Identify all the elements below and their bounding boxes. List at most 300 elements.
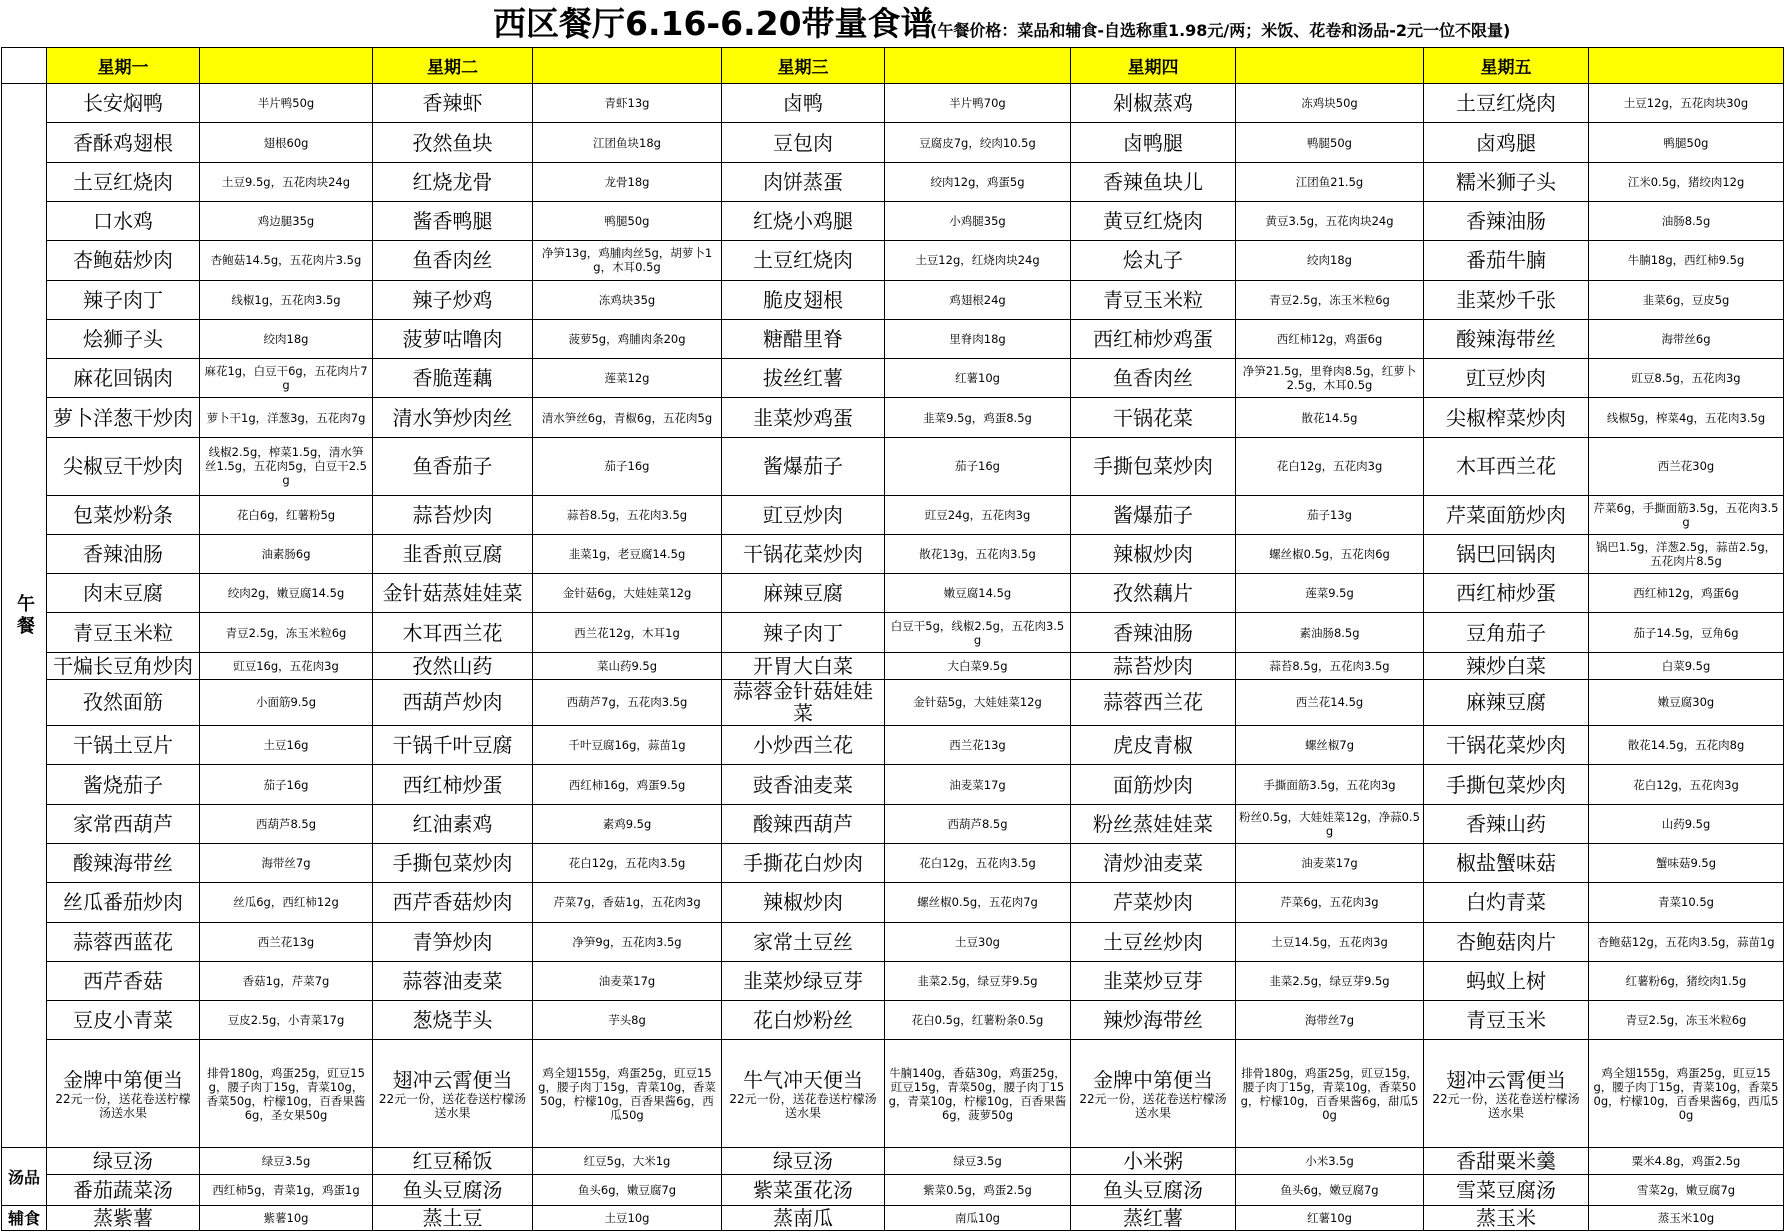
dish-ingredients: 青豆2.5g，冻玉米粒6g [200,613,373,652]
dish-ingredients: 龙骨18g [533,162,722,201]
dish-name: 尖椒榨菜炒肉 [1424,398,1589,437]
dish-name: 干锅花菜炒肉 [722,534,885,573]
dish-name: 豆皮小青菜 [47,1001,200,1040]
dish-name: 孜然山药 [373,652,533,679]
dish-ingredients: 半片鸭70g [885,84,1071,123]
dish-name: 萝卜洋葱干炒肉 [47,398,200,437]
dish-ingredients: 芹菜7g，香菇1g，五花肉3g [533,883,722,922]
dish-name: 糯米狮子头 [1424,162,1589,201]
dish-ingredients: 西红柿16g，鸡蛋9.5g [533,765,722,804]
menu-row [2,844,1784,883]
dish-ingredients: 黄豆3.5g，五花肉块24g [1236,202,1424,241]
dish-name: 蒸紫薯 [47,1205,200,1230]
dish-ingredients: 嫩豆腐14.5g [885,574,1071,613]
dish-ingredients: 净笋9g，五花肉3.5g [533,922,722,961]
dish-name: 西葫芦炒肉 [373,679,533,726]
dish-name: 绿豆汤 [722,1147,885,1174]
menu-row [2,319,1784,358]
dish-name: 辣子炒鸡 [373,280,533,319]
dish-ingredients: 西红柿5g，青菜1g，鸡蛋1g [200,1174,373,1205]
dish-name: 孜然藕片 [1071,574,1236,613]
dish-ingredients: 鱼头6g，嫩豆腐7g [1236,1174,1424,1205]
menu-row [2,437,1784,495]
dish-ingredients: 散花14.5g，五花肉8g [1589,726,1784,765]
dish-name: 丝瓜番茄炒肉 [47,883,200,922]
dish-name: 酱爆茄子 [722,437,885,495]
dish-ingredients: 韭菜6g，豆皮5g [1589,280,1784,319]
menu-row [2,679,1784,726]
dish-name: 肉末豆腐 [47,574,200,613]
dish-ingredients: 菠萝5g，鸡脯肉条20g [533,319,722,358]
bento-ingredients: 鸡全翅155g，鸡蛋25g，豇豆15g，腰子肉丁15g，青菜10g，香菜50g，柠檬10g，百香果酱6g，西瓜50g [1589,1040,1784,1148]
dish-name: 鱼香肉丝 [1071,359,1236,398]
bento-name: 金牌中第便当 [63,1067,183,1092]
dish-ingredients: 茄子13g [1236,495,1424,534]
dish-ingredients: 雪菜2g，嫩豆腐7g [1589,1174,1784,1205]
dish-ingredients: 金针菇6g，大娃娃菜12g [533,574,722,613]
dish-name: 小炒西兰花 [722,726,885,765]
dish-ingredients: 手撕面筋3.5g，五花肉3g [1236,765,1424,804]
bento-cell [47,1040,200,1148]
dish-name: 鱼头豆腐汤 [1071,1174,1236,1205]
dish-ingredients: 萝卜干1g，洋葱3g，五花肉7g [200,398,373,437]
dish-ingredients: 西葫芦7g，五花肉3.5g [533,679,722,726]
dish-name: 蒸土豆 [373,1205,533,1230]
dish-name: 麻辣豆腐 [1424,679,1589,726]
dish-name: 西芹香菇炒肉 [373,883,533,922]
dish-name: 菠萝咕噜肉 [373,319,533,358]
dish-ingredients: 西兰花12g，木耳1g [533,613,722,652]
dish-name: 鱼头豆腐汤 [373,1174,533,1205]
dish-name: 干锅花菜 [1071,398,1236,437]
dish-ingredients: 西兰花13g [885,726,1071,765]
dish-name: 蒸红薯 [1071,1205,1236,1230]
dish-ingredients: 芋头8g [533,1001,722,1040]
dish-name: 糖醋里脊 [722,319,885,358]
dish-name: 韭菜炒绿豆芽 [722,961,885,1000]
dish-ingredients: 紫薯10g [200,1205,373,1230]
dish-ingredients: 绞肉18g [200,319,373,358]
dish-ingredients: 土豆12g，五花肉块30g [1589,84,1784,123]
dish-name: 香辣虾 [373,84,533,123]
dish-ingredients: 杏鲍菇12g，五花肉3.5g，蒜苗1g [1589,922,1784,961]
bento-ingredients: 牛腩140g，香菇30g，鸡蛋25g，豇豆15g，青菜50g，腰子肉丁15g，青菜10g，柠檬10g，百香果酱6g，菠萝50g [885,1040,1071,1148]
dish-ingredients: 绞肉2g，嫩豆腐14.5g [200,574,373,613]
dish-ingredients: 鱼头6g，嫩豆腐7g [533,1174,722,1205]
dish-name: 韭菜炒鸡蛋 [722,398,885,437]
title-row [0,0,1785,48]
day-header: 星期五 [1424,48,1589,84]
day-header: 星期四 [1071,48,1236,84]
dish-ingredients: 茄子16g [200,765,373,804]
dish-ingredients: 青豆2.5g，冻玉米粒6g [1236,280,1424,319]
dish-ingredients: 青虾13g [533,84,722,123]
dish-ingredients: 白菜9.5g [1589,652,1784,679]
dish-ingredients: 江米0.5g，猪绞肉12g [1589,162,1784,201]
dish-ingredients: 油素肠6g [200,534,373,573]
bento-cell [722,1040,885,1148]
dish-name: 包菜炒粉条 [47,495,200,534]
dish-ingredients: 蒜苔8.5g，五花肉3.5g [1236,652,1424,679]
dish-ingredients: 红豆5g，大米1g [533,1147,722,1174]
dish-ingredients: 金针菇5g，大娃娃菜12g [885,679,1071,726]
dish-name: 麻花回锅肉 [47,359,200,398]
dish-ingredients: 豇豆24g，五花肉3g [885,495,1071,534]
dish-name: 土豆丝炒肉 [1071,922,1236,961]
dish-name: 蒸玉米 [1424,1205,1589,1230]
day-header-ingredient [1236,48,1424,84]
dish-name: 拔丝红薯 [722,359,885,398]
menu-row [2,765,1784,804]
dish-ingredients: 小鸡腿35g [885,202,1071,241]
dish-name: 香辣鱼块儿 [1071,162,1236,201]
dish-ingredients: 西兰花14.5g [1236,679,1424,726]
section-label-lunch: 午餐 [2,84,47,1148]
menu-row [2,726,1784,765]
dish-name: 青笋炒肉 [373,922,533,961]
dish-name: 土豆红烧肉 [722,241,885,280]
dish-name: 蒜蓉西蓝花 [47,922,200,961]
dish-name: 家常土豆丝 [722,922,885,961]
bento-cell [1424,1040,1589,1148]
menu-row [2,613,1784,652]
dish-name: 手撕包菜炒肉 [1424,765,1589,804]
dish-name: 蒜苔炒肉 [373,495,533,534]
dish-name: 红烧龙骨 [373,162,533,201]
dish-name: 葱烧芋头 [373,1001,533,1040]
dish-name: 辣炒海带丝 [1071,1001,1236,1040]
dish-name: 小米粥 [1071,1147,1236,1174]
dish-name: 酸辣海带丝 [47,844,200,883]
dish-ingredients: 江团鱼21.5g [1236,162,1424,201]
dish-ingredients: 菜山药9.5g [533,652,722,679]
dish-ingredients: 嫩豆腐30g [1589,679,1784,726]
header-corner [2,48,47,84]
dish-name: 金针菇蒸娃娃菜 [373,574,533,613]
dish-name: 虎皮青椒 [1071,726,1236,765]
day-header-ingredient [200,48,373,84]
dish-ingredients: 冻鸡块50g [1236,84,1424,123]
dish-ingredients: 螺丝椒0.5g，五花肉7g [885,883,1071,922]
bento-name: 翅冲云霄便当 [1446,1067,1566,1092]
dish-ingredients: 鸭腿50g [533,202,722,241]
dish-ingredients: 油肠8.5g [1589,202,1784,241]
dish-name: 香酥鸡翅根 [47,123,200,162]
dish-name: 手撕包菜炒肉 [373,844,533,883]
dish-ingredients: 鸡边腿35g [200,202,373,241]
dish-ingredients: 豆腐皮7g，绞肉10.5g [885,123,1071,162]
dish-ingredients: 大白菜9.5g [885,652,1071,679]
bento-note: 22元一份，送花卷送柠檬汤送水果 [1432,1091,1580,1120]
dish-name: 蒜蓉西兰花 [1071,679,1236,726]
dish-name: 开胃大白菜 [722,652,885,679]
dish-ingredients: 南瓜10g [885,1205,1071,1230]
dish-ingredients: 清水笋丝6g，青椒6g，五花肉5g [533,398,722,437]
dish-name: 辣子肉丁 [722,613,885,652]
dish-name: 剁椒蒸鸡 [1071,84,1236,123]
bento-cell [373,1040,533,1148]
dish-ingredients: 粉丝0.5g，大娃娃菜12g，净蒜0.5g [1236,804,1424,843]
dish-name: 口水鸡 [47,202,200,241]
dish-ingredients: 线椒2.5g，榨菜1.5g，清水笋丝1.5g，五花肉5g，白豆干2.5g [200,437,373,495]
dish-name: 红烧小鸡腿 [722,202,885,241]
dish-name: 烩狮子头 [47,319,200,358]
menu-row [2,84,1784,123]
dish-name: 孜然鱼块 [373,123,533,162]
dish-ingredients: 半片鸭50g [200,84,373,123]
dish-name: 香辣油肠 [1424,202,1589,241]
bento-name: 翅冲云霄便当 [392,1067,513,1092]
dish-name: 豆角茄子 [1424,613,1589,652]
dish-ingredients: 茄子16g [533,437,722,495]
dish-name: 土豆红烧肉 [1424,84,1589,123]
dish-ingredients: 芹菜6g，手撕面筋3.5g，五花肉3.5g [1589,495,1784,534]
dish-name: 烩丸子 [1071,241,1236,280]
dish-ingredients: 花白0.5g，红薯粉条0.5g [885,1001,1071,1040]
dish-name: 绿豆汤 [47,1147,200,1174]
dish-name: 韭菜炒豆芽 [1071,961,1236,1000]
menu-row [2,359,1784,398]
dish-ingredients: 小面筋9.5g [200,679,373,726]
dish-ingredients: 山药9.5g [1589,804,1784,843]
dish-ingredients: 花白12g，五花肉3.5g [885,844,1071,883]
dish-ingredients: 莲菜12g [533,359,722,398]
menu-row [2,202,1784,241]
dish-ingredients: 花白12g，五花肉3g [1236,437,1424,495]
bento-name: 牛气冲天便当 [743,1067,863,1092]
menu-row [2,883,1784,922]
dish-ingredients: 冻鸡块35g [533,280,722,319]
side-dish-row [2,1205,1784,1230]
menu-row [2,1001,1784,1040]
menu-row [2,534,1784,573]
dish-name: 卤鸡腿 [1424,123,1589,162]
dish-name: 木耳西兰花 [1424,437,1589,495]
dish-name: 干锅花菜炒肉 [1424,726,1589,765]
dish-ingredients: 豆皮2.5g，小青菜17g [200,1001,373,1040]
bento-note: 22元一份，送花卷送柠檬汤送水果 [55,1091,191,1120]
dish-ingredients: 红薯10g [1236,1205,1424,1230]
day-header: 星期一 [47,48,200,84]
dish-ingredients: 红薯粉6g，猪绞肉1.5g [1589,961,1784,1000]
dish-name: 鱼香肉丝 [373,241,533,280]
dish-ingredients: 里脊肉18g [885,319,1071,358]
dish-ingredients: 鸭腿50g [1589,123,1784,162]
dish-ingredients: 西红柿12g，鸡蛋6g [1236,319,1424,358]
dish-name: 麻辣豆腐 [722,574,885,613]
menu-row [2,280,1784,319]
bento-ingredients: 鸡全翅155g，鸡蛋25g，豇豆15g，腰子肉丁15g，青菜10g，香菜50g，柠檬10g，百香果酱6g，西瓜50g [533,1040,722,1148]
dish-name: 肉饼蒸蛋 [722,162,885,201]
dish-name: 西芹香菇 [47,961,200,1000]
section-label-soup: 汤品 [2,1147,47,1205]
dish-ingredients: 蒜苔8.5g，五花肉3.5g [533,495,722,534]
dish-name: 番茄蔬菜汤 [47,1174,200,1205]
dish-name: 豇豆炒肉 [1424,359,1589,398]
bento-note: 22元一份，送花卷送柠檬汤送水果 [1079,1091,1227,1120]
dish-ingredients: 绿豆3.5g [885,1147,1071,1174]
dish-name: 尖椒豆干炒肉 [47,437,200,495]
dish-ingredients: 土豆10g [533,1205,722,1230]
dish-ingredients: 油麦菜17g [885,765,1071,804]
dish-name: 芹菜炒肉 [1071,883,1236,922]
dish-name: 芹菜面筋炒肉 [1424,495,1589,534]
dish-name: 蒜蓉油麦菜 [373,961,533,1000]
dish-name: 酱爆茄子 [1071,495,1236,534]
dish-ingredients: 翅根60g [200,123,373,162]
weekday-header-row [2,48,1784,84]
dish-name: 紫菜蛋花汤 [722,1174,885,1205]
dish-name: 西红柿炒蛋 [1424,574,1589,613]
dish-ingredients: 花白6g，红薯粉5g [200,495,373,534]
menu-row [2,804,1784,843]
dish-name: 酱烧茄子 [47,765,200,804]
dish-ingredients: 线椒1g，五花肉3.5g [200,280,373,319]
dish-name: 粉丝蒸娃娃菜 [1071,804,1236,843]
dish-name: 酸辣海带丝 [1424,319,1589,358]
dish-ingredients: 西葫芦8.5g [885,804,1071,843]
dish-ingredients: 豇豆8.5g，五花肉3g [1589,359,1784,398]
dish-name: 锅巴回锅肉 [1424,534,1589,573]
dish-ingredients: 锅巴1.5g，洋葱2.5g，蒜苗2.5g，五花肉片8.5g [1589,534,1784,573]
dish-ingredients: 散花14.5g [1236,398,1424,437]
dish-ingredients: 江团鱼块18g [533,123,722,162]
dish-ingredients: 牛腩18g，西红柿9.5g [1589,241,1784,280]
dish-name: 脆皮翅根 [722,280,885,319]
day-header-ingredient [885,48,1071,84]
dish-ingredients: 素鸡9.5g [533,804,722,843]
price-note: (午餐价格：菜品和辅食-自选称重1.98元/两；米饭、花卷和汤品-2元一位不限量) [930,21,1511,40]
dish-name: 干锅土豆片 [47,726,200,765]
bento-note: 22元一份，送花卷送柠檬汤送水果 [729,1091,877,1120]
dish-name: 面筋炒肉 [1071,765,1236,804]
dish-name: 长安焖鸭 [47,84,200,123]
soup-row [2,1174,1784,1205]
dish-name: 青豆玉米粒 [47,613,200,652]
dish-ingredients: 绿豆3.5g [200,1147,373,1174]
dish-ingredients: 青豆2.5g，冻玉米粒6g [1589,1001,1784,1040]
dish-ingredients: 海带丝6g [1589,319,1784,358]
dish-name: 清水笋炒肉丝 [373,398,533,437]
dish-ingredients: 茄子14.5g，豆角6g [1589,613,1784,652]
dish-name: 红油素鸡 [373,804,533,843]
menu-row [2,162,1784,201]
dish-name: 青豆玉米 [1424,1001,1589,1040]
dish-name: 花白炒粉丝 [722,1001,885,1040]
dish-ingredients: 韭菜9.5g，鸡蛋8.5g [885,398,1071,437]
dish-name: 蚂蚁上树 [1424,961,1589,1000]
bento-row [2,1040,1784,1148]
dish-ingredients: 丝瓜6g，西红柿12g [200,883,373,922]
menu-row [2,652,1784,679]
dish-name: 白灼青菜 [1424,883,1589,922]
dish-name: 香辣油肠 [47,534,200,573]
dish-ingredients: 土豆14.5g，五花肉3g [1236,922,1424,961]
bento-cell [1071,1040,1236,1148]
dish-name: 蒸南瓜 [722,1205,885,1230]
dish-name: 干锅千叶豆腐 [373,726,533,765]
dish-name: 辣炒白菜 [1424,652,1589,679]
dish-ingredients: 螺丝椒0.5g，五花肉6g [1236,534,1424,573]
dish-ingredients: 土豆30g [885,922,1071,961]
dish-ingredients: 花白12g，五花肉3g [1589,765,1784,804]
dish-name: 红豆稀饭 [373,1147,533,1174]
dish-ingredients: 豇豆16g，五花肉3g [200,652,373,679]
dish-ingredients: 红薯10g [885,359,1071,398]
dish-ingredients: 蟹味菇9.5g [1589,844,1784,883]
dish-name: 木耳西兰花 [373,613,533,652]
dish-name: 家常西葫芦 [47,804,200,843]
dish-ingredients: 韭菜1g，老豆腐14.5g [533,534,722,573]
dish-ingredients: 白豆干5g，线椒2.5g，五花肉3.5g [885,613,1071,652]
dish-ingredients: 青菜10.5g [1589,883,1784,922]
menu-row [2,495,1784,534]
menu-row [2,922,1784,961]
dish-name: 豇豆炒肉 [722,495,885,534]
dish-ingredients: 麻花1g，白豆干6g，五花肉片7g [200,359,373,398]
dish-name: 辣椒炒肉 [722,883,885,922]
dish-ingredients: 鸡翅根24g [885,280,1071,319]
dish-ingredients: 西葫芦8.5g [200,804,373,843]
dish-ingredients: 千叶豆腐16g，蒜苗1g [533,726,722,765]
bento-ingredients: 排骨180g，鸡蛋25g，豇豆15g，腰子肉丁15g，青菜10g，香菜50g，柠檬10g，百香果酱6g，甜瓜50g [1236,1040,1424,1148]
dish-name: 韭香煎豆腐 [373,534,533,573]
day-header: 星期三 [722,48,885,84]
menu-row [2,123,1784,162]
bento-note: 22元一份，送花卷送柠檬汤送水果 [378,1091,527,1120]
dish-ingredients: 茄子16g [885,437,1071,495]
dish-name: 辣子肉丁 [47,280,200,319]
section-label-side: 辅食 [2,1205,47,1230]
dish-ingredients: 香菇1g，芹菜7g [200,961,373,1000]
dish-name: 香辣山药 [1424,804,1589,843]
dish-name: 豆包肉 [722,123,885,162]
dish-ingredients: 海带丝7g [1236,1001,1424,1040]
dish-ingredients: 土豆16g [200,726,373,765]
menu-row [2,961,1784,1000]
dish-ingredients: 净笋13g，鸡脯肉丝5g，胡萝卜1g，木耳0.5g [533,241,722,280]
dish-name: 手撕花白炒肉 [722,844,885,883]
dish-ingredients: 韭菜2.5g，绿豆芽9.5g [885,961,1071,1000]
dish-ingredients: 花白12g，五花肉3.5g [533,844,722,883]
dish-name: 香辣油肠 [1071,613,1236,652]
dish-name: 手撕包菜炒肉 [1071,437,1236,495]
dish-ingredients: 芹菜6g，五花肉3g [1236,883,1424,922]
dish-name: 西红柿炒鸡蛋 [1071,319,1236,358]
dish-name: 土豆红烧肉 [47,162,200,201]
dish-name: 杏鲍菇肉片 [1424,922,1589,961]
dish-ingredients: 素油肠8.5g [1236,613,1424,652]
dish-name: 青豆玉米粒 [1071,280,1236,319]
dish-name: 韭菜炒千张 [1424,280,1589,319]
dish-name: 卤鸭 [722,84,885,123]
dish-name: 蒜苔炒肉 [1071,652,1236,679]
dish-ingredients: 绞肉18g [1236,241,1424,280]
dish-ingredients: 螺丝椒7g [1236,726,1424,765]
dish-ingredients: 海带丝7g [200,844,373,883]
dish-name: 干煸长豆角炒肉 [47,652,200,679]
menu-title: 西区餐厅6.16-6.20带量食谱 [493,4,934,43]
dish-ingredients: 油麦菜17g [533,961,722,1000]
dish-ingredients: 净笋21.5g，里脊肉8.5g，红萝卜2.5g，木耳0.5g [1236,359,1424,398]
day-header-ingredient [533,48,722,84]
dish-name: 番茄牛腩 [1424,241,1589,280]
dish-ingredients: 杏鲍菇14.5g，五花肉片3.5g [200,241,373,280]
menu-row [2,241,1784,280]
dish-ingredients: 西兰花30g [1589,437,1784,495]
dish-ingredients: 土豆9.5g，五花肉块24g [200,162,373,201]
menu-row [2,574,1784,613]
